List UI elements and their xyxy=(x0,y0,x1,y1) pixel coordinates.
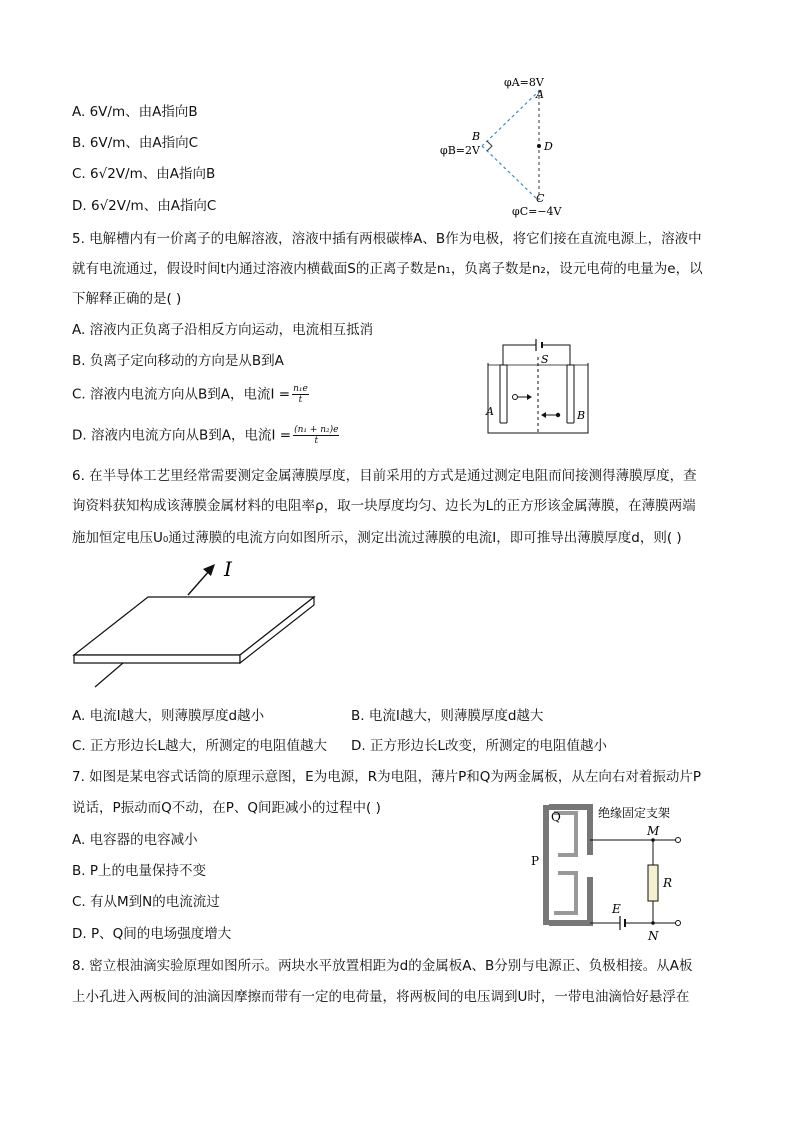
q5-stem-line-2: 就有电流通过，假设时间t内通过溶液内横截面S的正离子数是n₁，负离子数是n₂，设元电荷的电量为e，以 xyxy=(72,261,703,277)
q7-stem-line-2: 说话，P振动而Q不动，在P、Q间距减小的过程中( ) xyxy=(72,800,381,816)
q6-film-figure xyxy=(68,555,328,695)
edge-ab xyxy=(482,90,540,146)
label-s: S xyxy=(541,353,549,366)
q4-option-d: D. 6√2V/m、由A指向C xyxy=(72,198,217,214)
phi-b-label: φB=2V xyxy=(440,144,480,157)
q5-option-b: B. 负离子定向移动的方向是从B到A xyxy=(72,353,284,369)
label-a: A xyxy=(536,88,544,101)
q8-stem-line-1: 8. 密立根油滴实验原理如图所示。两块水平放置相距为d的金属板A、B分别与电源正、负极相接。从A板 xyxy=(72,958,693,974)
q7-option-c: C. 有从M到N的电流流过 xyxy=(72,894,220,910)
q6-stem-line-2: 询资料获知构成该薄膜金属材料的电阻率ρ，取一块厚度均匀、边长为L的正方形该金属薄膜，在薄膜两端 xyxy=(72,498,696,514)
q7-option-b: B. P上的电量保持不变 xyxy=(72,863,206,879)
plate-p xyxy=(543,805,549,925)
q7-stem-line-1: 7. 如图是某电容式话筒的原理示意图，E为电源，R为电阻，薄片P和Q为两金属板，从左向右对着振动片P xyxy=(72,769,701,785)
label-b: B xyxy=(577,409,586,422)
label-b: B xyxy=(472,130,481,143)
label-i: I xyxy=(224,557,232,581)
q6-option-b: B. 电流I越大，则薄膜厚度d越大 xyxy=(351,708,544,724)
q7-option-d: D. P、Q间的电场强度增大 xyxy=(72,926,232,942)
q5-option-d-text: D. 溶液内电流方向从B到A，电流I = xyxy=(72,427,292,444)
q8-stem-line-2: 上小孔进入两板间的油滴因摩擦而带有一定的电荷量，将两板间的电压调到U时，一带电油滴恰好悬浮在 xyxy=(72,989,690,1005)
resistor-r xyxy=(648,865,658,901)
label-e: E xyxy=(612,902,621,916)
phi-a-label: φA=8V xyxy=(504,76,544,89)
label-c: C xyxy=(536,192,545,205)
q6-stem-line-3: 施加恒定电压U₀通过薄膜的电流方向如图所示，测定出流过薄膜的电流I，即可推导出薄膜厚度d，则( ) xyxy=(72,530,682,546)
q4-option-a: A. 6V/m、由A指向B xyxy=(72,104,198,120)
label-r: R xyxy=(663,876,673,890)
label-a: A xyxy=(486,405,494,418)
q4-option-b: B. 6V/m、由A指向C xyxy=(72,135,199,151)
support-label: 绝缘固定支架 xyxy=(598,806,671,820)
label-q: Q xyxy=(551,810,561,824)
edge-bc xyxy=(482,146,538,200)
label-p: P xyxy=(531,854,540,868)
q6-option-a: A. 电流I越大，则薄膜厚度d越小 xyxy=(72,708,265,724)
q4-option-c: C. 6√2V/m、由A指向B xyxy=(72,166,216,182)
q5-option-c-fraction: $\frac{\text{n₁e}}{t}$ xyxy=(293,384,308,405)
q4-triangle-figure xyxy=(430,70,570,220)
q6-option-d: D. 正方形边长L改变，所测定的电阻值越小 xyxy=(351,738,607,754)
label-m: M xyxy=(647,824,660,838)
q5-option-d xyxy=(72,425,339,446)
q5-stem-line-1: 5. 电解槽内有一价离子的电解溶液，溶液中插有两根碳棒A、B作为电极，将它们接在直流电源上，溶液中 xyxy=(72,231,702,247)
q7-option-a: A. 电容器的电容减小 xyxy=(72,832,198,848)
q5-option-c-text: C. 溶液内电流方向从B到A，电流I = xyxy=(72,386,291,403)
q5-option-d-fraction: $\frac{\text{(n₁ + n₂)e}}{t}$ xyxy=(294,425,339,446)
label-n: N xyxy=(648,929,659,943)
point-d xyxy=(537,144,541,148)
q5-option-a: A. 溶液内正负离子沿相反方向运动，电流相互抵消 xyxy=(72,322,374,338)
right-angle-mark xyxy=(487,141,492,151)
q5-electrolysis-figure xyxy=(480,335,600,440)
phi-c-label: φC=−4V xyxy=(512,205,562,218)
q7-microphone-figure xyxy=(528,795,698,945)
q5-stem-line-3: 下解释正确的是( ) xyxy=(72,291,182,307)
q6-option-c: C. 正方形边长L越大，所测定的电阻值越大 xyxy=(72,738,328,754)
q5-option-c xyxy=(72,384,309,405)
label-d: D xyxy=(544,140,553,153)
q6-stem-line-1: 6. 在半导体工艺里经常需要测定金属薄膜厚度，目前采用的方式是通过测定电阻而间接测得薄膜厚度，查 xyxy=(72,468,697,484)
